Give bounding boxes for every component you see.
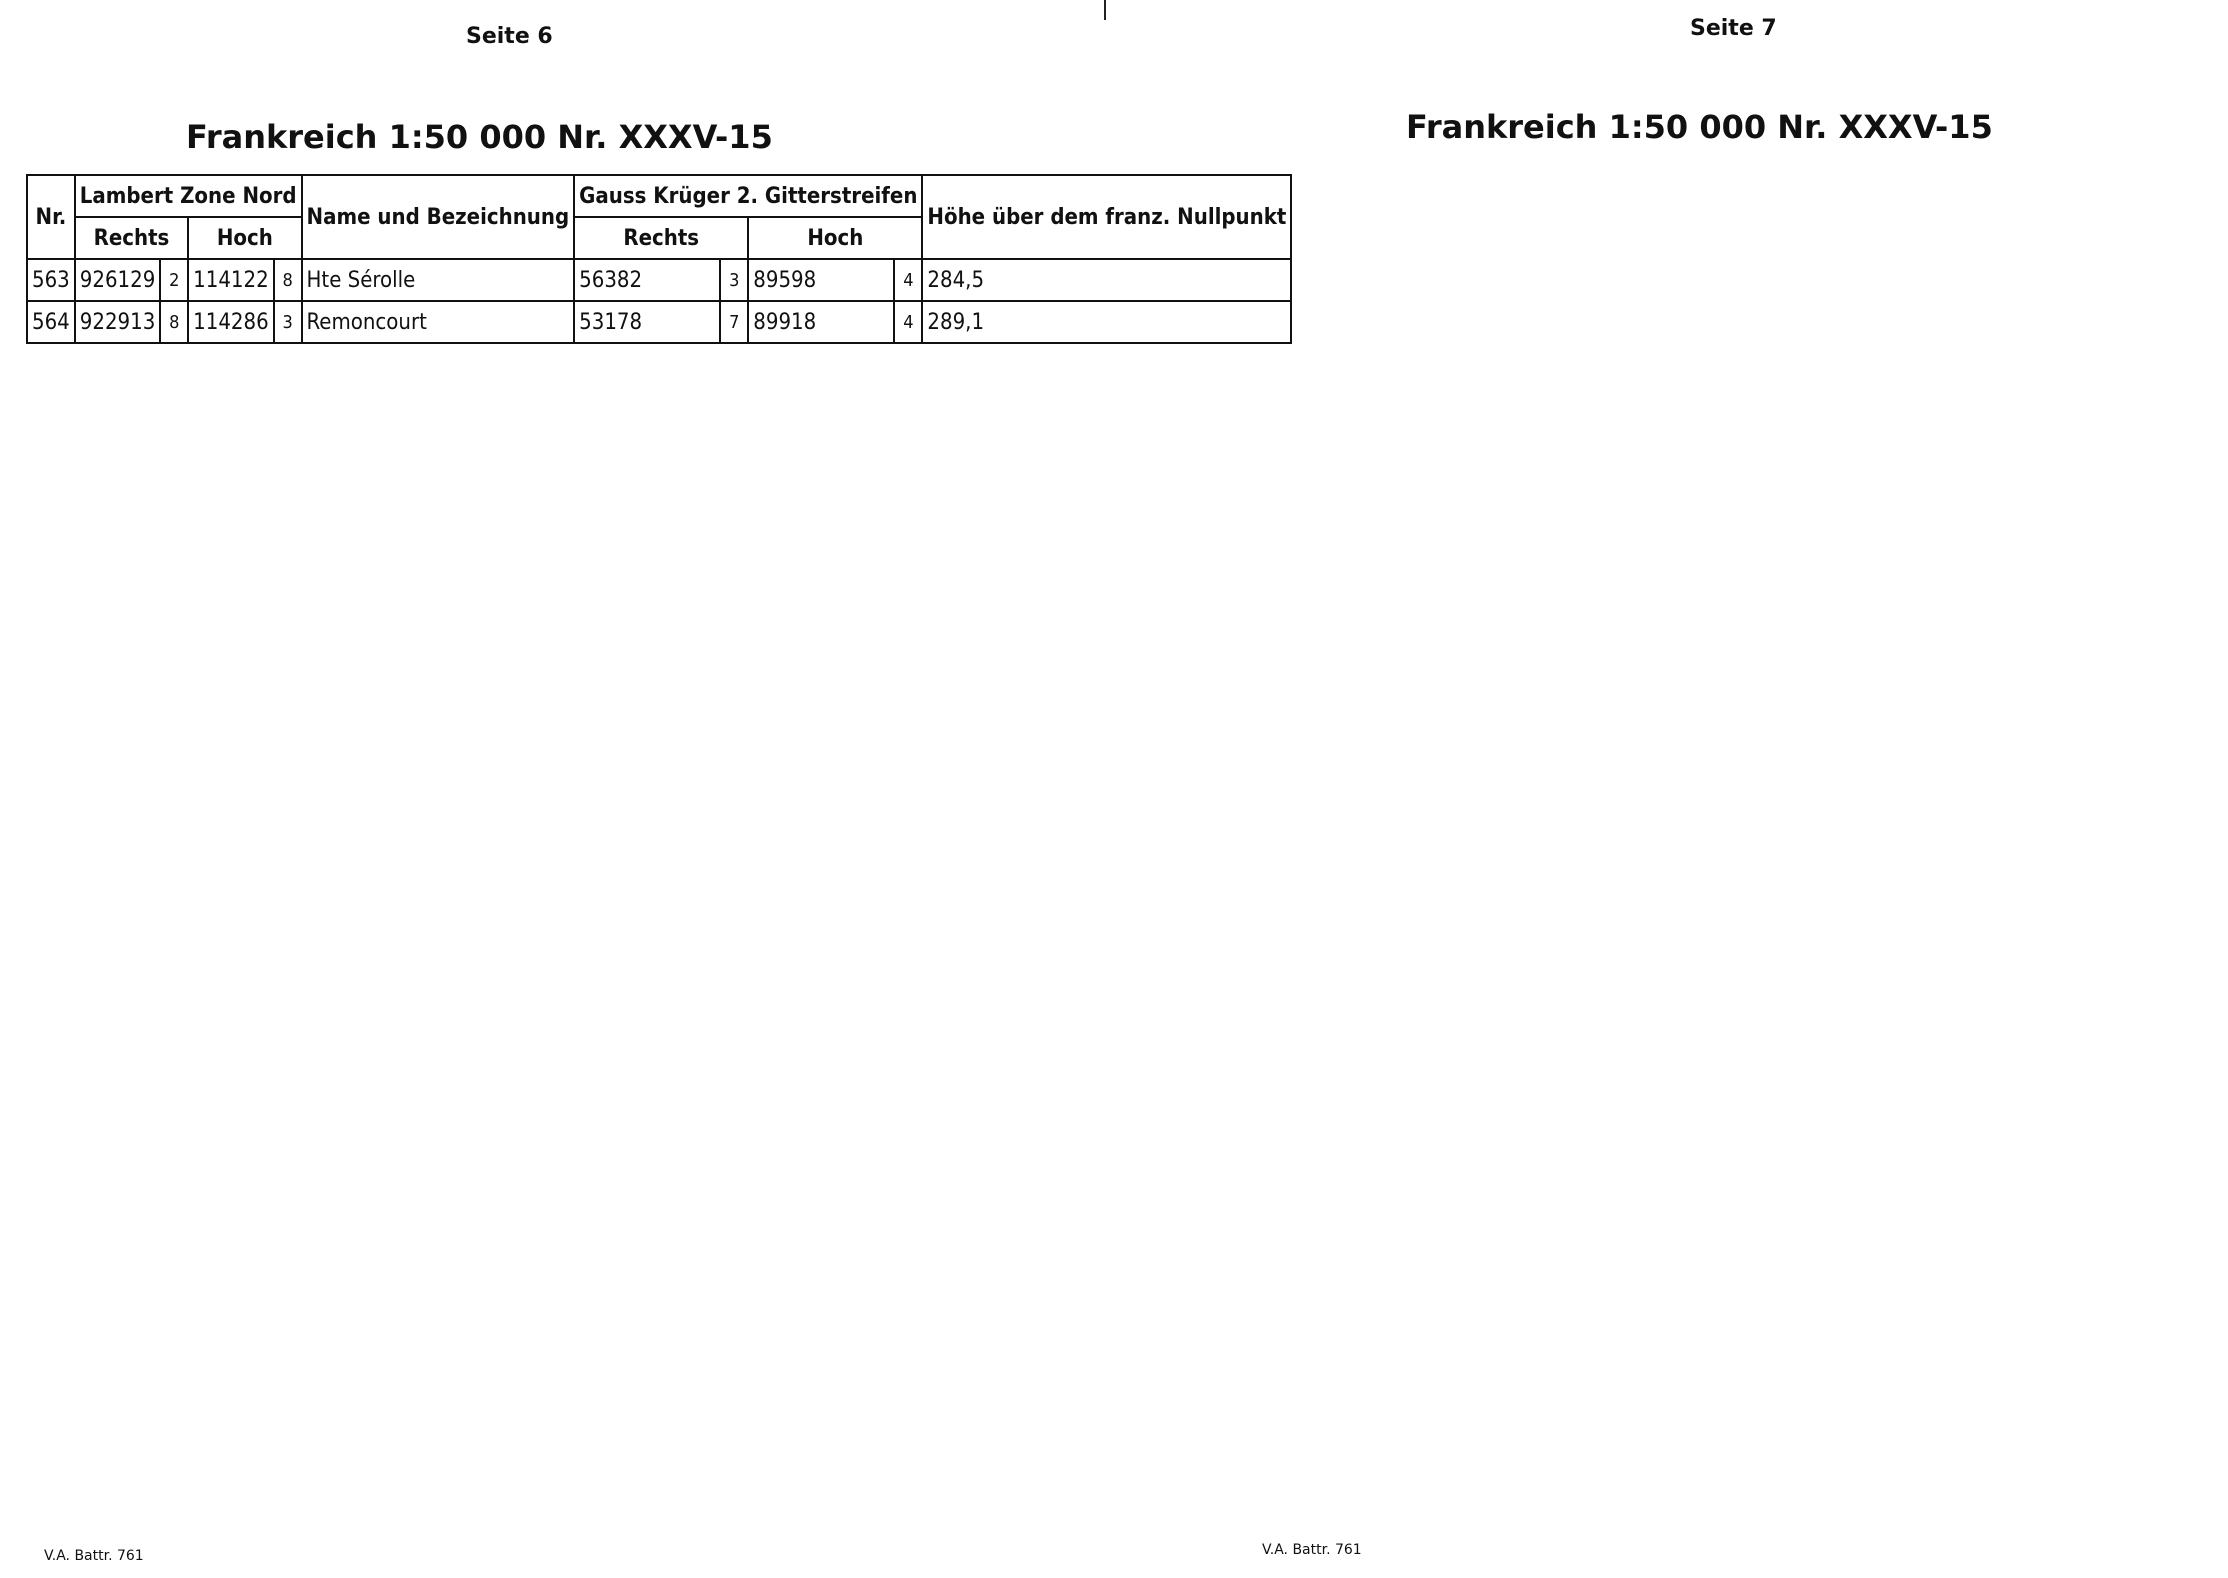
cell-nr: 564	[27, 301, 75, 343]
cell-l-h-c: 3	[274, 301, 302, 343]
header-lambert-rechts: Rechts	[75, 217, 188, 259]
header-gauss-rechts: Rechts	[574, 217, 748, 259]
right-title: Frankreich 1:50 000 Nr. XXXV-15	[1406, 108, 1993, 146]
header-gauss: Gauss Krüger 2. Gitterstreifen	[574, 175, 922, 217]
table-row	[27, 301, 1291, 343]
left-title: Frankreich 1:50 000 Nr. XXXV-15	[186, 118, 773, 156]
table-row	[27, 259, 1291, 301]
cell-g-hoch: 89598	[748, 259, 894, 301]
header-hoehe: Höhe über dem franz. Nullpunkt	[922, 175, 1291, 259]
cell-g-h-c: 4	[894, 301, 922, 343]
cell-l-hoch: 114286	[188, 301, 274, 343]
cell-g-h-c: 4	[894, 259, 922, 301]
cell-l-rechts: 926129	[75, 259, 161, 301]
cell-g-rechts: 53178	[574, 301, 720, 343]
header-lambert-hoch: Hoch	[188, 217, 301, 259]
cell-l-hoch: 114122	[188, 259, 274, 301]
header-lambert: Lambert Zone Nord	[75, 175, 302, 217]
cell-hoehe: 284,5	[922, 259, 1291, 301]
cell-l-r-c: 8	[160, 301, 188, 343]
cell-g-r-c: 7	[720, 301, 748, 343]
cell-l-r-c: 2	[160, 259, 188, 301]
left-footer: V.A. Battr. 761	[44, 1548, 144, 1564]
cell-name: Remoncourt	[302, 301, 575, 343]
cell-l-h-c: 8	[274, 259, 302, 301]
page-divider	[1104, 0, 1106, 20]
cell-g-rechts: 56382	[574, 259, 720, 301]
right-page-label: Seite 7	[1690, 16, 1777, 41]
left-coordinate-table	[26, 174, 1292, 344]
cell-g-hoch: 89918	[748, 301, 894, 343]
header-name: Name und Bezeichnung	[302, 175, 575, 259]
cell-nr: 563	[27, 259, 75, 301]
right-footer: V.A. Battr. 761	[1262, 1542, 1362, 1558]
header-nr: Nr.	[27, 175, 75, 259]
header-gauss-hoch: Hoch	[748, 217, 922, 259]
cell-hoehe: 289,1	[922, 301, 1291, 343]
left-table-body	[27, 259, 1291, 343]
cell-g-r-c: 3	[720, 259, 748, 301]
left-page-label: Seite 6	[466, 24, 553, 49]
cell-name: Hte Sérolle	[302, 259, 575, 301]
cell-l-rechts: 922913	[75, 301, 161, 343]
